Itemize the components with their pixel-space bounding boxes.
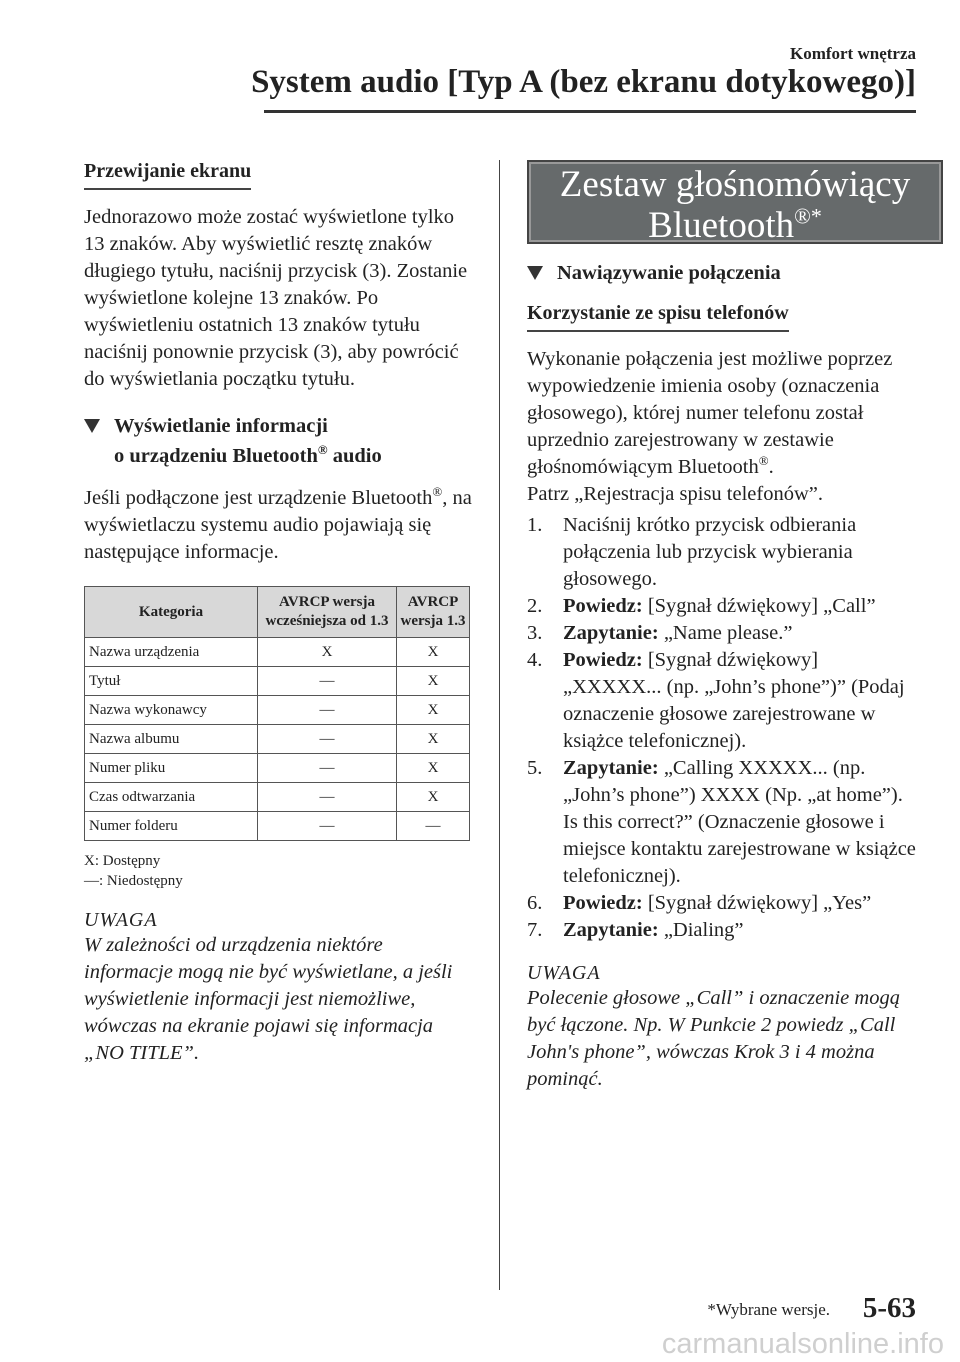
section-label: Komfort wnętrza (789, 44, 916, 63)
table-row (85, 812, 470, 841)
banner-line1: Zestaw głośnomówiący (559, 164, 911, 205)
registered-mark: ® (432, 484, 443, 500)
intro-text (527, 346, 919, 508)
banner-sup: ®* (794, 203, 822, 229)
note-text: Polecenie głosowe „Call” i oznaczenie mogą być łączone. Np. W Punkcie 2 powiedz „Call John's phone”, wówczas Krok 3 i 4 można pominąć. (527, 987, 900, 1090)
page-number: 5-63 (862, 1292, 916, 1324)
step-keyword: Powiedz: (563, 595, 643, 617)
table-cell: — (258, 696, 397, 725)
banner-line2-text: Bluetooth (648, 205, 795, 246)
banner-line2 (529, 205, 941, 246)
table-cell: Nazwa urządzenia (85, 638, 258, 667)
table-row (85, 667, 470, 696)
intro-b: . (768, 456, 774, 478)
phonebook-heading: Korzystanie ze spisu telefonów (527, 302, 789, 332)
info-heading-line2 (114, 441, 474, 471)
table-cell: X (397, 667, 470, 696)
table-cell: X (258, 638, 397, 667)
steps-list (527, 512, 919, 944)
step-number: 6. (527, 892, 543, 914)
table-cell: Czas odtwarzania (85, 783, 258, 812)
intro-a: Wykonanie połączenia jest możliwe poprzez wypowiedzenie imienia osoby (oznaczenia głosowego), której numer telefonu został uprzednio zarejestrowany w zestawie głośnomówiącym Bluetooth (527, 348, 893, 478)
table-header-category: Kategoria (85, 587, 258, 638)
list-item (527, 620, 919, 647)
table-row (85, 754, 470, 783)
step-number: 2. (527, 595, 543, 617)
list-item (527, 647, 919, 755)
list-item (527, 755, 919, 890)
info-heading-text: o urządzeniu Bluetooth (114, 445, 318, 467)
table-cell: X (397, 696, 470, 725)
page-title: System audio [Typ A (bez ekranu dotykowego)] (251, 64, 916, 100)
table-cell: — (258, 812, 397, 841)
connect-heading (527, 258, 919, 288)
info-text (84, 485, 474, 566)
table-row (85, 696, 470, 725)
phonebook-heading-wrap (527, 302, 919, 332)
info-text-a: Jeśli podłączone jest urządzenie Bluetooth (84, 487, 433, 509)
list-item (527, 512, 919, 593)
step-keyword: Zapytanie: (563, 919, 659, 941)
note-heading: UWAGA (84, 909, 158, 931)
scroll-text: Jednorazowo może zostać wyświetlone tylko 13 znaków. Aby wyświetlić resztę znaków długiego tytułu, naciśnij przycisk (3). Zostanie wyświetlone kolejne 13 znaków. Po wyświetleniu ostatnich 13 znaków tytułu naciśnij ponownie przycisk (3), aby powrócić do wyświetlania początku tytułu. (84, 206, 468, 390)
connect-heading-text: Nawiązywanie połączenia (557, 262, 781, 284)
step-keyword: Zapytanie: (563, 757, 659, 779)
table-cell: — (258, 725, 397, 754)
table-cell: X (397, 754, 470, 783)
legend-unavailable: —: Niedostępny (84, 873, 183, 889)
note-heading: UWAGA (527, 962, 601, 984)
list-item (527, 593, 919, 620)
table-cell: — (258, 667, 397, 696)
table-cell: X (397, 638, 470, 667)
step-text: [Sygnał dźwiękowy] „Yes” (642, 892, 872, 914)
step-number: 5. (527, 757, 543, 779)
list-item (527, 890, 919, 917)
note-text: W zależności od urządzenia niektóre informacje mogą nie być wyświetlane, a jeśli wyświetlenie informacji jest niemożliwe, wówczas na ekranie pojawi się informacja „NO TITLE”. (84, 934, 453, 1064)
triangle-down-icon (527, 266, 543, 280)
step-text: „Name please.” (658, 622, 793, 644)
table-cell: Tytuł (85, 667, 258, 696)
legend-available: X: Dostępny (84, 853, 161, 869)
table-row (85, 725, 470, 754)
info-heading (84, 411, 474, 471)
table-cell: — (258, 754, 397, 783)
step-text: Naciśnij krótko przycisk odbierania połączenia lub przycisk wybierania głosowego. (563, 514, 857, 590)
triangle-down-icon (84, 419, 100, 433)
step-number: 7. (527, 919, 543, 941)
table-cell: Nazwa wykonawcy (85, 696, 258, 725)
info-heading-line1: Wyświetlanie informacji (114, 415, 328, 437)
table-header-row (85, 587, 470, 638)
table-cell: Numer folderu (85, 812, 258, 841)
list-item (527, 917, 919, 944)
info-heading-tail: audio (327, 445, 382, 467)
registered-mark: ® (758, 453, 769, 469)
info-text-b: , na wyświetlaczu systemu audio pojawiają się następujące informacje. (84, 487, 472, 563)
step-number: 4. (527, 649, 543, 671)
table-legend (84, 851, 474, 891)
step-text: „Calling XXXXX... (np. „John’s phone”) XXXX (Np. „at home”). Is this correct?” (Oznaczenie głosowe i miejsce kontaktu zarejestrowane w książce telefonicznej). (563, 757, 916, 887)
right-column (527, 160, 919, 1093)
footer-note: *Wybrane wersje. (707, 1300, 830, 1319)
table-header-avrcp-old: AVRCP wersja wcześniejsza od 1.3 (258, 587, 397, 638)
step-text: [Sygnał dźwiękowy] „XXXXX... (np. „John’s phone”)” (Podaj oznaczenie głosowe zarejestrowane w książce telefonicznej). (563, 649, 905, 752)
step-text: „Dialing” (658, 919, 744, 941)
scroll-heading: Przewijanie ekranu (84, 160, 251, 190)
info-table (84, 586, 470, 841)
table-cell: — (397, 812, 470, 841)
table-cell: Numer pliku (85, 754, 258, 783)
section-banner (527, 160, 943, 244)
registered-mark: ® (317, 442, 328, 458)
table-cell: — (258, 783, 397, 812)
table-row (85, 783, 470, 812)
table-cell: Nazwa albumu (85, 725, 258, 754)
watermark: carmanualsonline.info (661, 1328, 944, 1360)
table-cell: X (397, 725, 470, 754)
header-rule (264, 110, 916, 113)
step-number: 1. (527, 514, 543, 536)
step-text: [Sygnał dźwiękowy] „Call” (642, 595, 876, 617)
table-cell: X (397, 783, 470, 812)
step-keyword: Powiedz: (563, 649, 643, 671)
step-keyword: Powiedz: (563, 892, 643, 914)
intro-ref: Patrz „Rejestracja spisu telefonów”. (527, 483, 823, 505)
step-number: 3. (527, 622, 543, 644)
table-header-avrcp-13: AVRCP wersja 1.3 (397, 587, 470, 638)
step-keyword: Zapytanie: (563, 622, 659, 644)
left-column (84, 160, 474, 1067)
table-row (85, 638, 470, 667)
column-divider (499, 160, 500, 1290)
